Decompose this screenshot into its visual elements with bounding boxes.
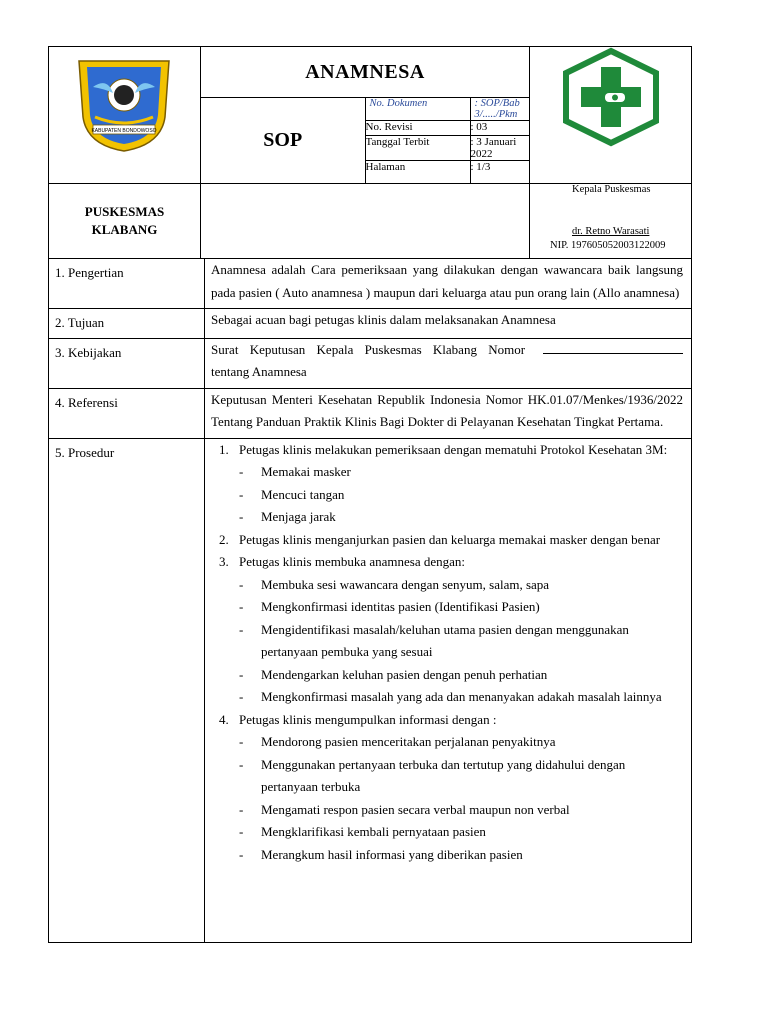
institution-name [49,184,201,259]
approval-cell [530,184,692,259]
sub-item: - Memakai masker [239,464,351,479]
health-logo-cell [530,47,692,184]
kepala-name: dr. Retno Warasati [572,226,650,237]
emblem-banner-text: KABUPATEN BONDOWOSO [91,128,157,134]
step-number: 2. [219,531,229,547]
sub-item: - Menjaga jarak [239,509,336,524]
meta-label: Tanggal Terbit [366,136,471,161]
sub-item: - Mengamati respon pasien secara verbal maupun non verbal [239,801,570,817]
procedure-step [211,439,683,529]
sub-item: - Mendengarkan keluhan pasien dengan penuh perhatian [239,666,548,682]
procedure-step [211,551,683,709]
document-title: ANAMNESA [201,47,530,98]
puskesmas-cross-icon [530,47,691,166]
header-table [48,46,692,259]
procedure-step [211,709,683,867]
institution-line-2: KLABANG [91,222,158,237]
blank-cell [201,184,530,259]
sub-item: - Membuka sesi wawancara dengan senyum, salam, sapa [239,576,550,592]
regency-emblem-icon [49,47,200,166]
kebijakan-text-b: tentang Anamnesa [211,364,307,379]
section-text-kebijakan [205,338,692,388]
step-number: 3. [219,554,229,569]
section-label-kebijakan: 3. Kebijakan [49,338,205,388]
section-prosedur [205,438,692,942]
section-label-pengertian: 1. Pengertian [49,259,205,309]
sub-item: - Mengidentifikasi masalah/keluhan utama pasien dengan menggunakan pertanyaan pembuka yang sesuai [239,621,629,659]
sub-items [211,461,683,529]
kepala-title: Kepala Puskesmas [572,184,651,195]
sop-label: SOP [201,98,366,184]
sub-items [211,731,683,866]
meta-value: : 03 [470,121,529,136]
document-meta-cell [365,98,530,184]
regency-logo-cell [49,47,201,184]
section-text-pengertian: Anamnesa adalah Cara pemeriksaan yang dilakukan dengan wawancara baik langsung pada pasien ( Auto anamnesa ) maupun dari keluarga atau pun orang lain (Allo anamnesa) [205,259,692,309]
sub-item: - Merangkum hasil informasi yang diberikan pasien [239,846,523,862]
procedure-step [211,529,683,552]
meta-value: : 1/3 [470,161,491,173]
institution-line-1: PUSKESMAS [84,204,165,219]
sub-item: - Mencuci tangan [239,486,345,502]
meta-value: : SOP/Bab 3/...../Pkm [470,98,529,121]
step-number: 1. [219,441,229,457]
sop-document [48,46,692,943]
step-text: Petugas klinis menganjurkan pasien dan keluarga memakai masker dengan benar [239,531,661,547]
step-text: Petugas klinis melakukan pemeriksaan dengan mematuhi Protokol Kesehatan 3M: [239,441,668,457]
step-text: Petugas klinis mengumpulkan informasi dengan : [239,711,497,727]
section-label-referensi: 4. Referensi [49,388,205,438]
section-text-referensi: Keputusan Menteri Kesehatan Republik Indonesia Nomor HK.01.07/Menkes/1936/2022 Tentang Panduan Praktik Klinis Bagi Dokter di Pelayanan Kesehatan Tingkat Pertama. [205,388,692,438]
section-label-prosedur: 5. Prosedur [49,438,205,942]
meta-label: No. Dokumen [366,98,471,121]
step-text: Petugas klinis membuka anamnesa dengan: [239,554,466,569]
nomor-blank-line [543,341,683,354]
procedure-steps [211,439,683,867]
meta-label: Halaman [366,161,471,184]
section-text-tujuan: Sebagai acuan bagi petugas klinis dalam melaksanakan Anamnesa [205,309,692,339]
section-label-tujuan: 2. Tujuan [49,309,205,339]
kepala-nip: NIP. 197605052003122009 [550,240,666,251]
document-meta-table [366,98,530,183]
sub-item: - Mengkonfirmasi identitas pasien (Identifikasi Pasien) [239,599,540,614]
sub-item: - Menggunakan pertanyaan terbuka dan tertutup yang didahului dengan pertanyaan terbuka [239,756,626,794]
sub-items [211,574,683,709]
procedure-table [48,258,692,943]
kebijakan-text-a: Surat Keputusan Kepala Puskesmas Klabang Nomor [211,341,526,357]
sub-item: - Mengkonfirmasi masalah yang ada dan menanyakan adakah masalah lainnya [239,689,662,704]
sub-item: - Mendorong pasien menceritakan perjalanan penyakitnya [239,734,556,749]
step-number: 4. [219,711,229,727]
meta-value: : 3 Januari 2022 [470,136,529,161]
meta-label: No. Revisi [366,121,471,136]
sub-item: - Mengklarifikasi kembali pernyataan pasien [239,824,486,839]
